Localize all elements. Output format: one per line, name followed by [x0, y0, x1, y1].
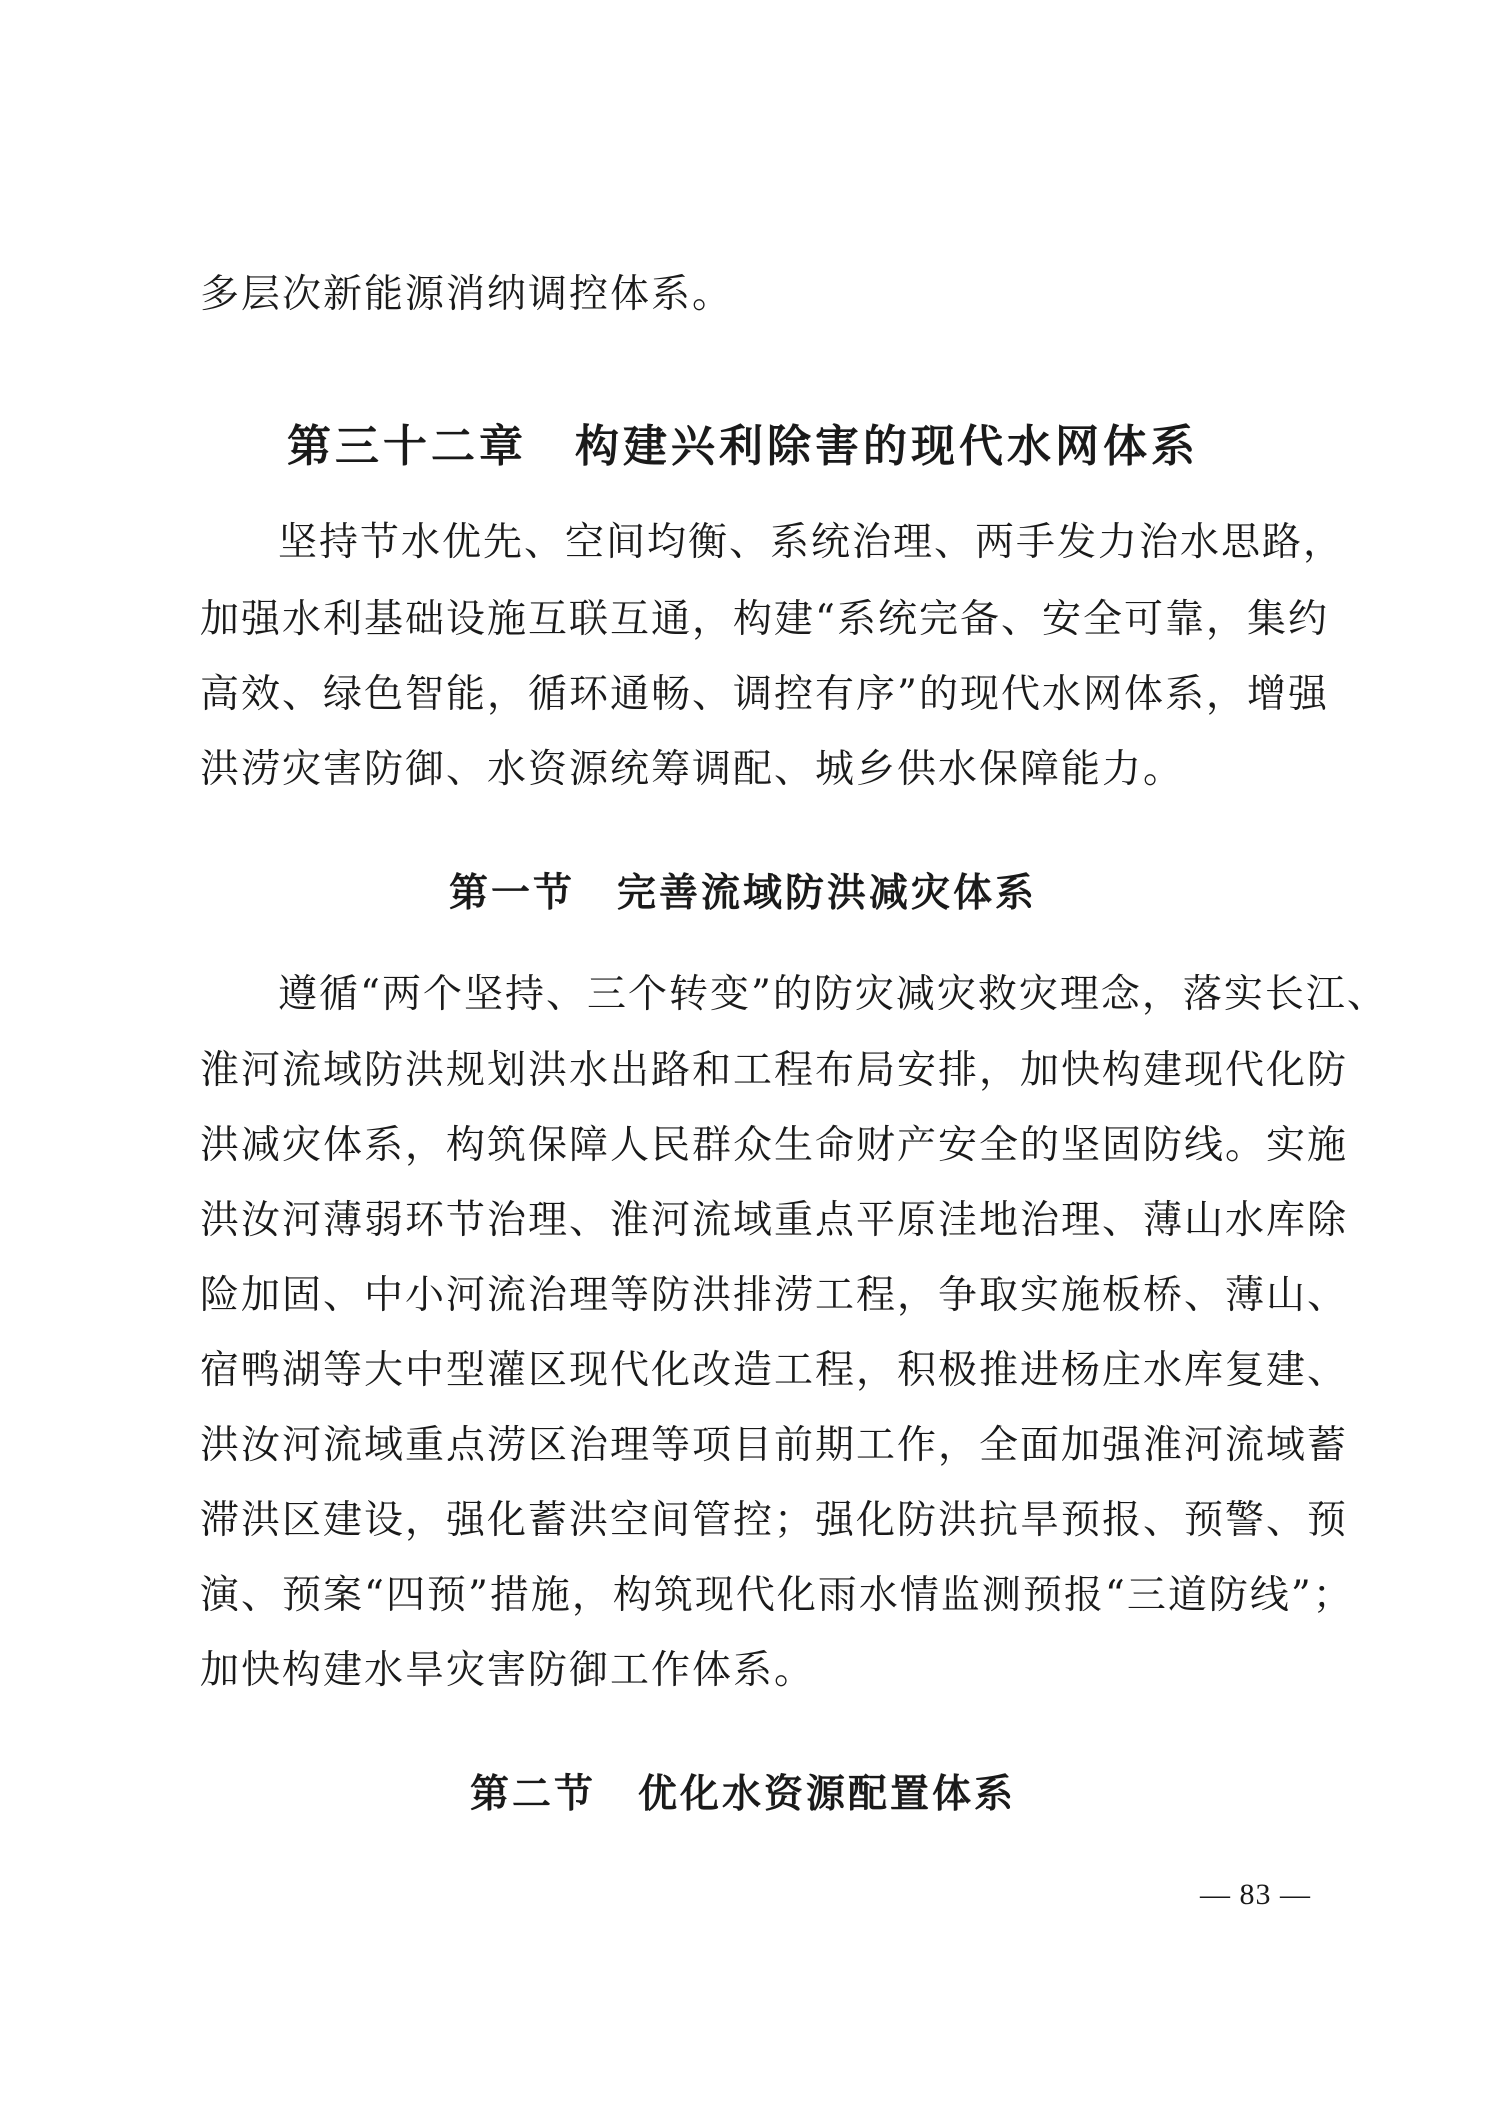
chapter-title: 第三十二章 构建兴利除害的现代水网体系	[287, 421, 1199, 472]
paragraph-line: 高效、绿色智能，循环通畅、调控有序”的现代水网体系，增强	[200, 672, 1329, 717]
section-title: 第二节 优化水资源配置体系	[469, 1771, 1016, 1817]
paragraph-line: 演、预案“四预”措施，构筑现代化雨水情监测预报“三道防线”；	[200, 1573, 1354, 1618]
continuation-line: 多层次新能源消纳调控体系。	[200, 272, 734, 317]
paragraph-line: 坚持节水优先、空间均衡、系统治理、两手发力治水思路，	[278, 520, 1345, 565]
paragraph-line: 加强水利基础设施互联互通，构建“系统完备、安全可靠，集约	[200, 597, 1329, 642]
page-number: — 83 —	[1200, 1878, 1311, 1911]
paragraph-line: 加快构建水旱灾害防御工作体系。	[200, 1648, 816, 1693]
paragraph-line: 滞洪区建设，强化蓄洪空间管控；强化防洪抗旱预报、预警、预	[200, 1498, 1349, 1543]
paragraph-line: 洪涝灾害防御、水资源统筹调配、城乡供水保障能力。	[200, 747, 1185, 792]
section-title: 第一节 完善流域防洪减灾体系	[448, 870, 1037, 916]
paragraph-line: 洪减灾体系，构筑保障人民群众生命财产安全的坚固防线。实施	[200, 1123, 1349, 1168]
paragraph-line: 洪汝河流域重点涝区治理等项目前期工作，全面加强淮河流域蓄	[200, 1423, 1349, 1468]
paragraph-line: 险加固、中小河流治理等防洪排涝工程，争取实施板桥、薄山、	[200, 1273, 1349, 1318]
paragraph-line: 洪汝河薄弱环节治理、淮河流域重点平原洼地治理、薄山水库除	[200, 1198, 1349, 1243]
paragraph-line: 宿鸭湖等大中型灌区现代化改造工程，积极推进杨庄水库复建、	[200, 1348, 1349, 1393]
paragraph-line: 淮河流域防洪规划洪水出路和工程布局安排，加快构建现代化防	[200, 1048, 1349, 1093]
paragraph-line: 遵循“两个坚持、三个转变”的防灾减灾救灾理念，落实长江、	[278, 972, 1388, 1017]
